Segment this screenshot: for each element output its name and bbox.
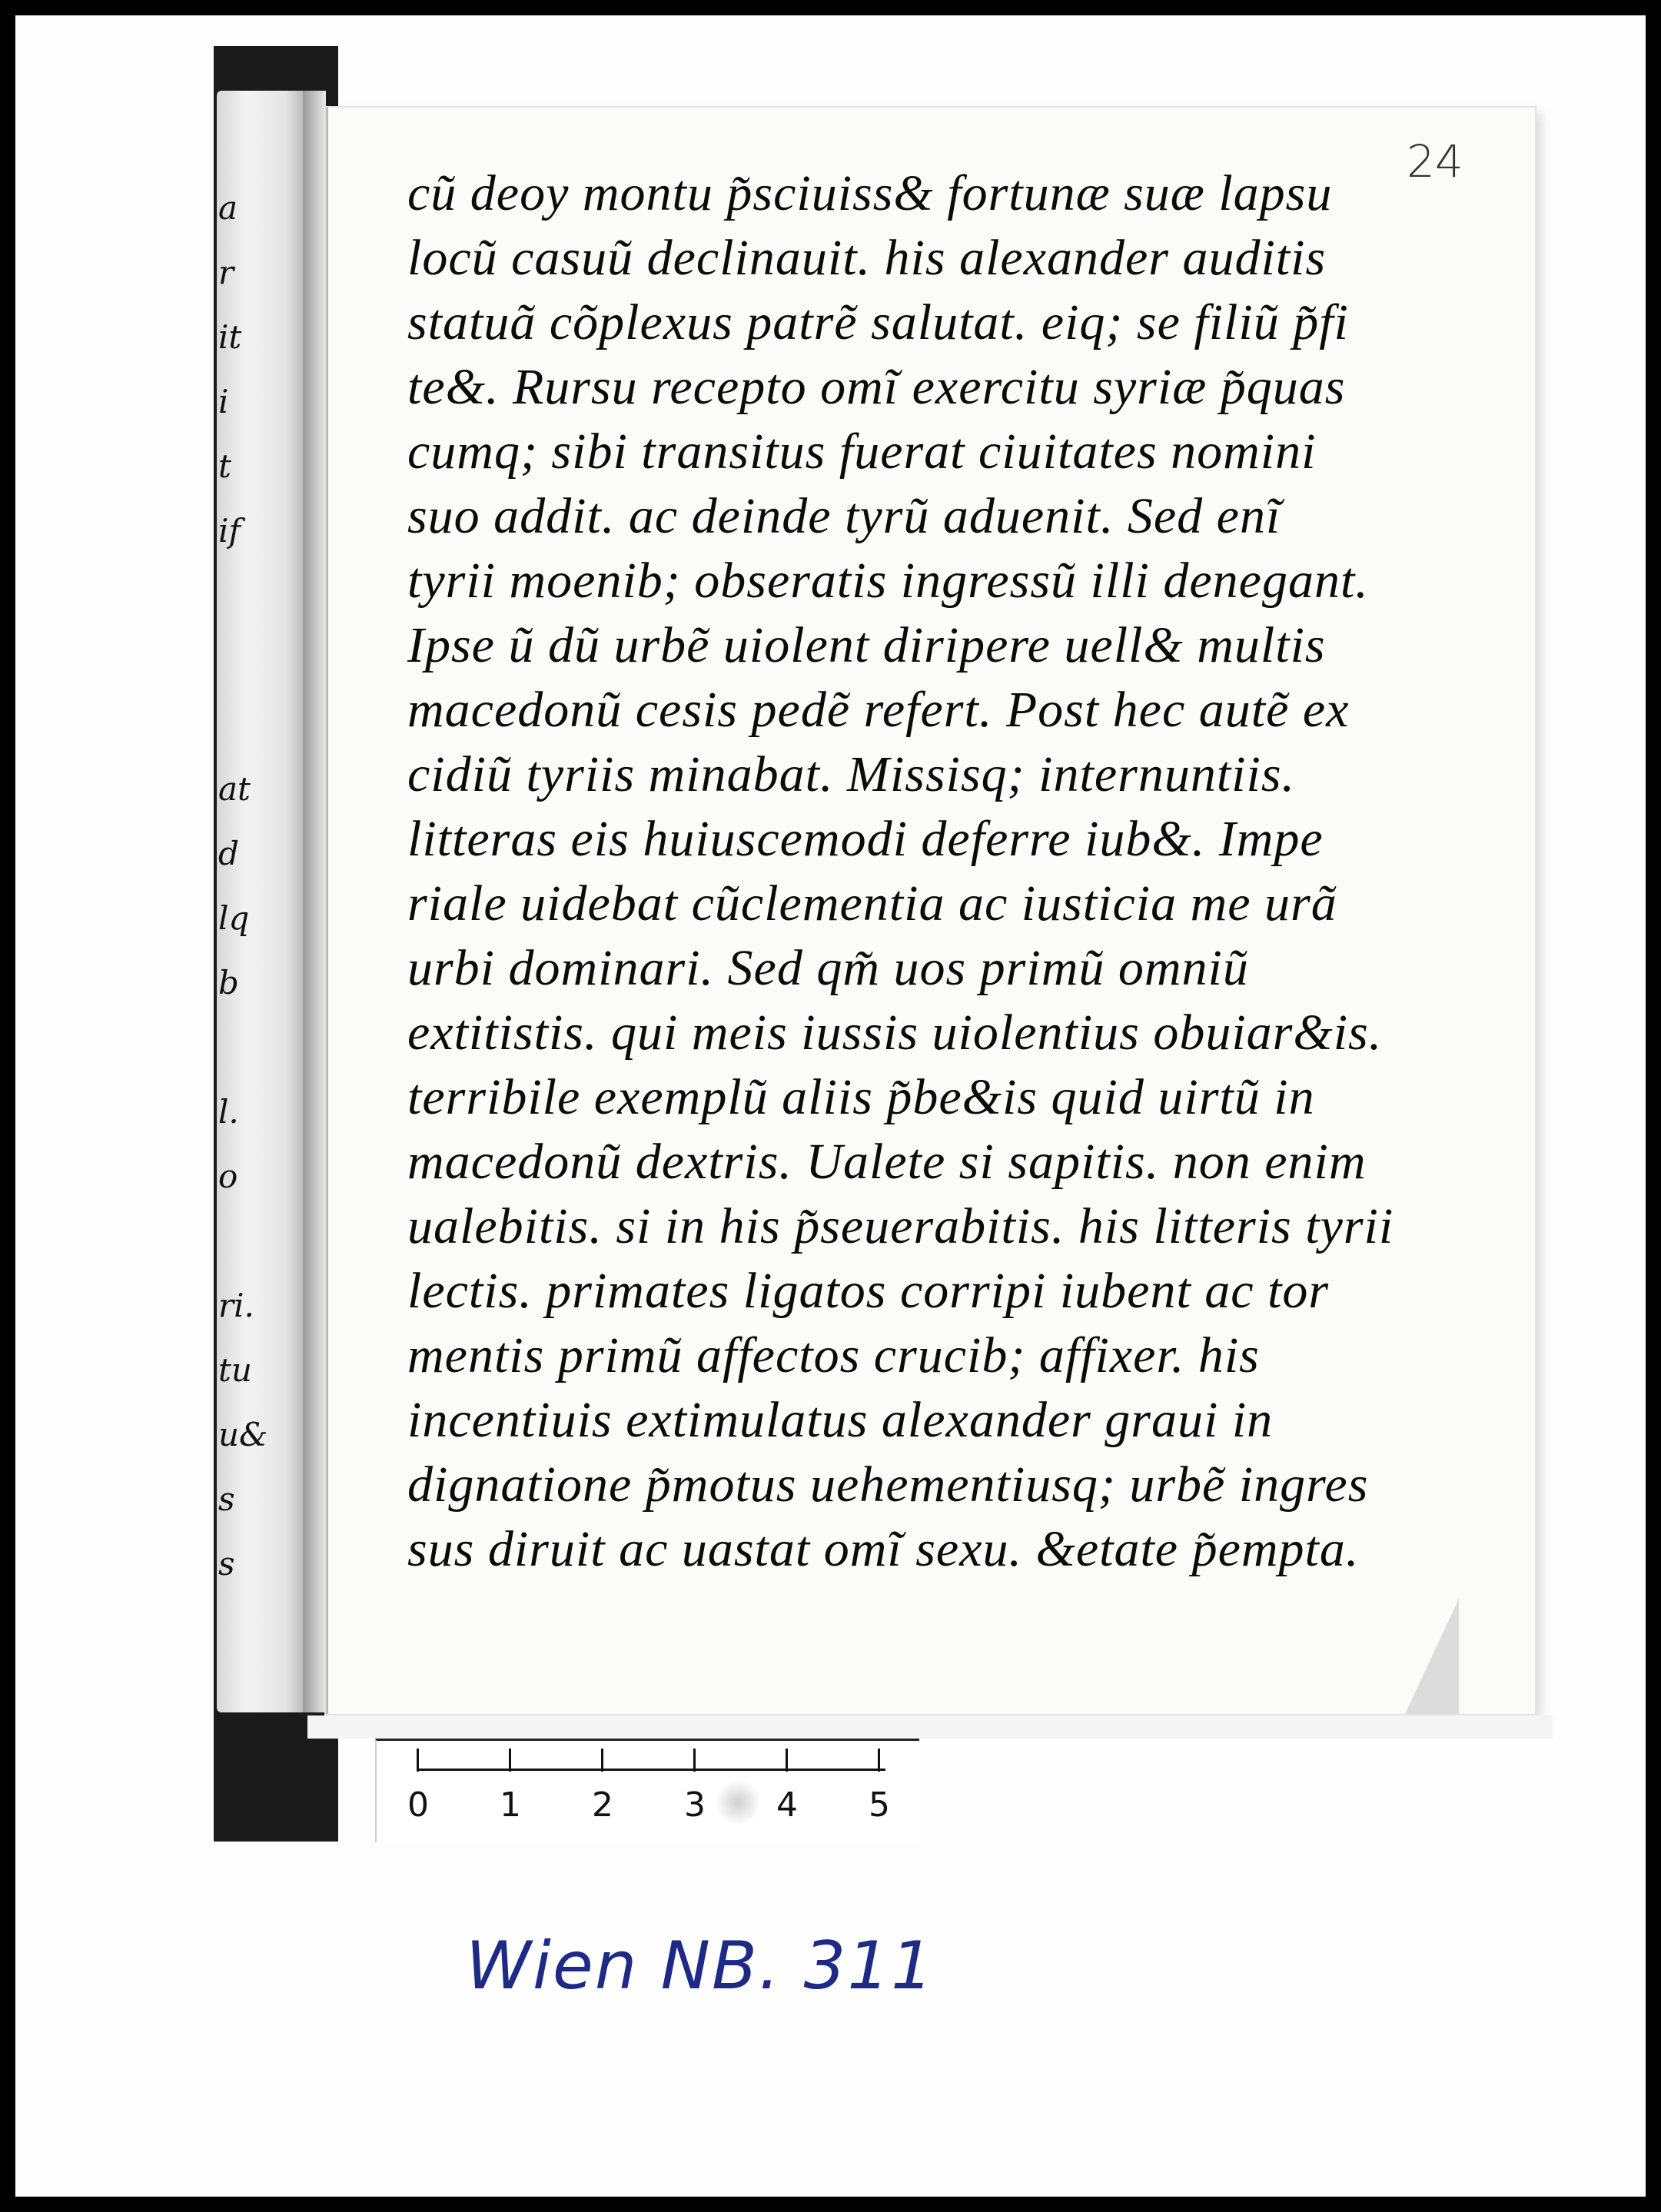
verso-fragment: if: [218, 512, 241, 550]
text-line: macedonũ cesis pedẽ refert. Post hec autẽ ex: [407, 682, 1350, 738]
text-line: incentiuis extimulatus alexander graui in: [407, 1392, 1274, 1448]
text-line: te&. Rursu recepto omĩ exercitu syriæ p̃quas: [407, 359, 1346, 415]
verso-fragment: it: [218, 318, 242, 356]
text-line: riale uidebat cũclementia ac iusticia me urã: [407, 875, 1337, 932]
ruler-smudge: [715, 1779, 761, 1825]
page-lower-edge: [307, 1715, 1553, 1739]
verso-fragment: at: [218, 770, 251, 808]
page-gutter: [303, 91, 326, 1712]
ruler-tick: [601, 1749, 603, 1772]
ruler-tick: [786, 1749, 788, 1772]
ruler-tick: [417, 1749, 419, 1772]
text-line: terribile exemplũ aliis p̃be&is quid uirtũ in: [407, 1069, 1315, 1125]
ruler-tick: [878, 1749, 880, 1772]
verso-fragment: s: [218, 1480, 235, 1518]
ruler-tick: [509, 1749, 511, 1772]
verso-fragment: ri.: [218, 1287, 254, 1324]
text-line: lectis. primates ligatos corripi iubent ac tor: [407, 1263, 1330, 1319]
folio-number: 24: [1407, 135, 1463, 188]
text-line: macedonũ dextris. Ualete si sapitis. non enim: [407, 1134, 1367, 1190]
verso-fragment: l.: [218, 1093, 239, 1131]
verso-fragment: u&: [218, 1416, 268, 1453]
ruler-tick-label: 4: [776, 1785, 798, 1825]
text-line: Ipse ũ dũ urbẽ uiolent diripere uell& multis: [407, 617, 1326, 673]
ruler-tick-label: 2: [592, 1785, 613, 1825]
shelfmark-annotation: Wien NB. 311: [466, 1928, 935, 2004]
text-line: extitistis. qui meis iussis uiolentius obuiar&is.: [407, 1005, 1383, 1061]
verso-fragment: t: [218, 447, 231, 485]
text-line: tyrii moenib; obseratis ingressũ illi denegant.: [407, 553, 1369, 609]
text-line: cumq; sibi transitus fuerat ciuitates nomini: [407, 423, 1317, 480]
text-line: suo addit. ac deinde tyrũ aduenit. Sed enĩ: [407, 488, 1281, 544]
text-line: cũ deoy montu p̃sciuiss& fortunæ suæ lapsu: [407, 165, 1333, 221]
verso-fragment: tu: [218, 1351, 252, 1389]
text-line: urbi dominari. Sed qm̃ uos primũ omniũ: [407, 940, 1249, 996]
text-line: locũ casuũ declinauit. his alexander auditis: [407, 230, 1327, 286]
text-line: statuã cõplexus patrẽ salutat. eiq; se filiũ p̃fi: [407, 294, 1349, 350]
page-corner-curl: [1405, 1599, 1459, 1714]
verso-fragment: o: [218, 1157, 238, 1195]
ruler-tick-label: 0: [407, 1785, 429, 1825]
text-line: mentis primũ affectos crucib; affixer. his: [407, 1327, 1260, 1383]
verso-fragment: lq: [218, 899, 250, 937]
ruler-tick-label: 5: [869, 1785, 890, 1825]
text-line: litteras eis huiuscemodi deferre iub&. Impe: [407, 811, 1324, 867]
manuscript-text: [407, 161, 1394, 1582]
text-line: cidiũ tyriis minabat. Missisq; internuntiis.: [407, 746, 1296, 802]
verso-fragment: b: [218, 964, 239, 1001]
text-line: ualebitis. si in his p̃seuerabitis. his litteris tyrii: [407, 1198, 1394, 1254]
verso-fragment: i: [218, 383, 229, 420]
ruler-tick-label: 1: [500, 1785, 521, 1825]
verso-fragment: d: [218, 835, 239, 872]
text-line: dignatione p̃motus uehementiusq; urbẽ ingres: [407, 1456, 1369, 1513]
verso-fragment: s: [218, 1545, 235, 1583]
text-line: sus diruit ac uastat omĩ sexu. &etate p̃empta.: [407, 1521, 1360, 1577]
ruler-tick-label: 3: [684, 1785, 706, 1825]
ruler-baseline: [417, 1769, 885, 1771]
ruler-tick: [693, 1749, 696, 1772]
verso-fragment: a: [218, 189, 238, 227]
verso-fragment: r: [218, 254, 234, 291]
scale-ruler: [375, 1739, 919, 1842]
